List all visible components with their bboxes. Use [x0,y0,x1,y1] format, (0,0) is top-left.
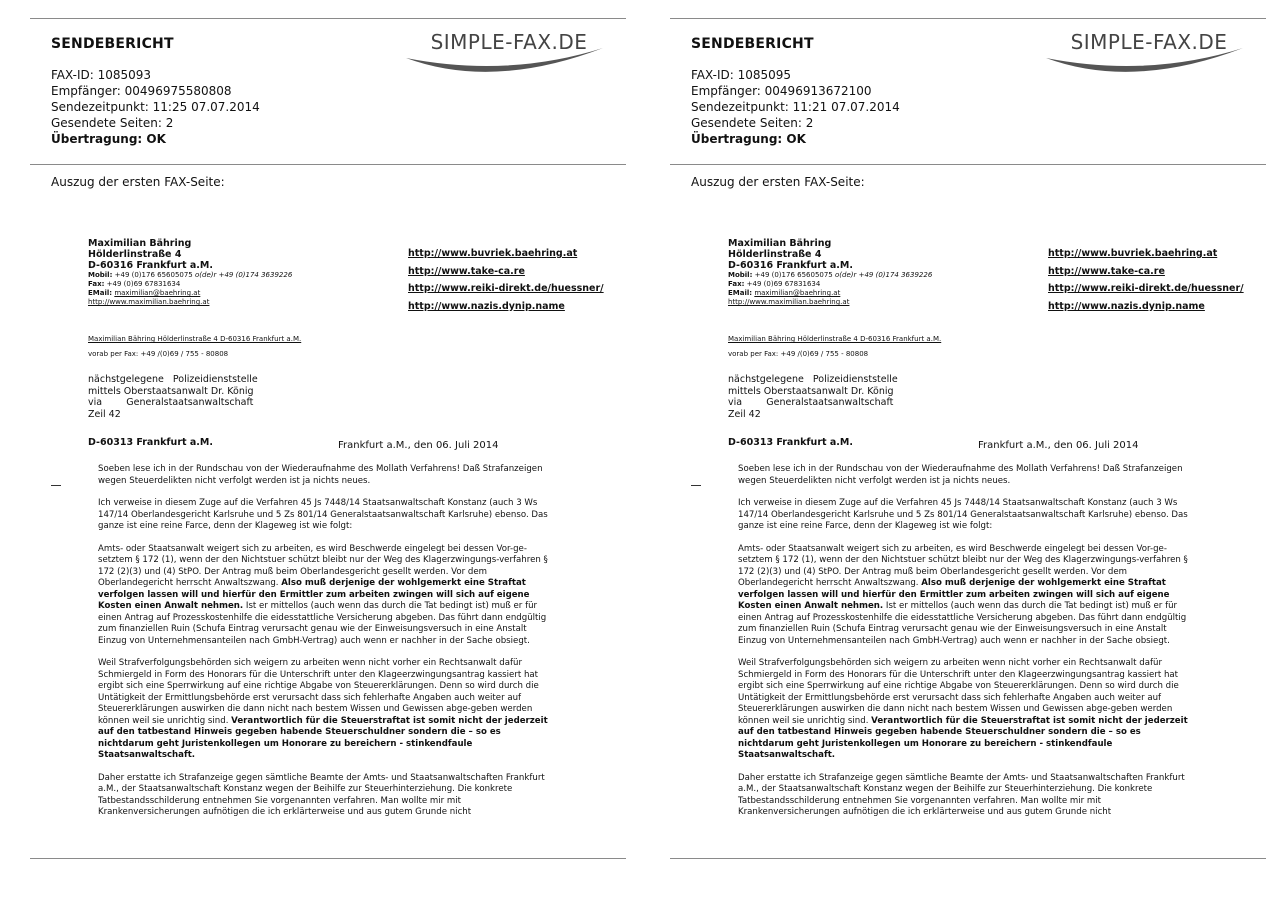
fold-mark [691,485,701,486]
return-address: Maximilian Bähring Hölderlinstraße 4 D-60316 Frankfurt a.M. [88,335,302,343]
sender-city: D-60316 Frankfurt a.M. [88,260,213,271]
top-divider [670,18,1266,19]
letter-recipient: nächstgelegene Polizeidienststelle mittels Oberstaatsanwalt Dr. König via Generalstaatsanwaltschaft Zeil 42 [728,374,898,420]
transmission-report [691,67,900,147]
link-2: http://www.take-ca.re [408,265,525,277]
report-title: SENDEBERICHT [51,36,174,52]
paragraph-4: Weil Strafverfolgungsbehörden sich weigern zu arbeiten wenn nicht vorher ein Rechtsanwalt dafür Schmiergeld in Form des Honorars für die Unterschrift unter den Klageerzwingungsantrag kassiert hat ergibt sich eine Sperrwirkung auf eine richtige Abgabe von Steuererklärungen. Denn so wird durch die Untätigkeit der Ermittlungsbehörde erst verursacht dass sich fehlerhafte Angaben auch weiter auf Steuererklärungen auswirken die dann nicht nach bestem Wissen und Gewissen abge-geben werden können weil sie unrichtig sind. Verantwortlich für die Steuerstraftat ist somit nicht der jederzeit auf den tatbestand Hinweis gegeben habende Steuerschuldner sondern die – so es nichtdarum geht Juristenkollegen um Honorare zu bereichern - stinkendfaule Staatsanwaltschaft. [98,658,548,760]
transmission-status: Übertragung: OK [691,132,806,146]
sender-mobil: Mobil: +49 (0)176 65605075 o(de)r +49 (0)174 3639226 [728,271,933,279]
recipient-city: D-60313 Frankfurt a.M. [88,437,213,448]
transmission-report [51,67,260,147]
paragraph-1: Soeben lese ich in der Rundschau von der Wiederaufnahme des Mollath Verfahrens! Daß Strafanzeigen wegen Steuerdelikten nicht verfolgt werden ist ja nichts neues. [738,464,1183,486]
link-1: http://www.buvriek.baehring.at [408,248,578,259]
link-4: http://www.nazis.dynip.name [408,300,565,312]
sender-city: D-60316 Frankfurt a.M. [728,260,853,271]
vorab-fax: vorab per Fax: +49 /(0)69 / 755 - 80808 [728,350,869,358]
top-divider [30,18,626,19]
sender-website: http://www.maximilian.baehring.at [728,298,850,306]
fax-report-page-2 [660,0,1270,905]
mid-divider [670,164,1266,165]
paragraph-5: Daher erstatte ich Strafanzeige gegen sämtliche Beamte der Amts- und Staatsanwaltschaften Frankfurt a.M., der Staatsanwaltschaft Konstanz wegen der Beihilfe zur Steuerhinterziehung. Die konkrete Tatbestandsschilderung entnehmen Sie vorgenannten verfahren. Man wollte mir mit Krankenversicherungen aufnötigen die ich erklärterweise und aus gutem Grunde nicht [98,772,545,817]
paragraph-2: Ich verweise in diesem Zuge auf die Verfahren 45 Js 7448/14 Staatsanwaltschaft Konstanz (auch 3 Ws 147/14 Oberlandesgericht Karlsruhe und 5 Zs 801/14 Generalstaatsanwaltschaft Karlsruhe) ebenso. Das ganze ist eine reine Farce, denn der Klageweg ist wie folgt: [98,498,548,531]
sender-name: Maximilian Bähring [88,238,192,249]
paragraph-5: Daher erstatte ich Strafanzeige gegen sämtliche Beamte der Amts- und Staatsanwaltschaften Frankfurt a.M., der Staatsanwaltschaft Konstanz wegen der Beihilfe zur Steuerhinterziehung. Die konkrete Tatbestandsschilderung entnehmen Sie vorgenannten verfahren. Man wollte mir mit Krankenversicherungen aufnötigen die ich erklärterweise und aus gutem Grunde nicht [738,772,1185,817]
letter-recipient: nächstgelegene Polizeidienststelle mittels Oberstaatsanwalt Dr. König via Generalstaatsanwaltschaft Zeil 42 [88,374,258,420]
recipient-number: Empfänger: 00496913672100 [691,84,872,98]
pages-sent: Gesendete Seiten: 2 [51,116,174,130]
simple-fax-logo [398,28,620,76]
letter-links [408,245,604,315]
letter-links [1048,245,1244,315]
send-time: Sendezeitpunkt: 11:25 07.07.2014 [51,100,260,114]
excerpt-label: Auszug der ersten FAX-Seite: [51,175,225,189]
send-time: Sendezeitpunkt: 11:21 07.07.2014 [691,100,900,114]
fax-report-page-1 [20,0,630,905]
recipient-number: Empfänger: 00496975580808 [51,84,232,98]
return-address: Maximilian Bähring Hölderlinstraße 4 D-60316 Frankfurt a.M. [728,335,942,343]
link-1: http://www.buvriek.baehring.at [1048,248,1218,259]
link-3: http://www.reiki-direkt.de/huessner/ [408,283,604,294]
sender-mobil: Mobil: +49 (0)176 65605075 o(de)r +49 (0)174 3639226 [88,271,293,279]
vorab-fax: vorab per Fax: +49 /(0)69 / 755 - 80808 [88,350,229,358]
fax-id: FAX-ID: 1085095 [691,68,792,82]
logo-text: SIMPLE-FAX.DE [430,30,588,54]
paragraph-3: Amts- oder Staatsanwalt weigert sich zu arbeiten, es wird Beschwerde eingelegt bei dessen Vor-ge-setztem § 172 (1), wenn der den Nichtstuer schützt bleibt nur der Weg des Klagerzwingungs-verfahren § 172 (2)(3) und (4) StPO. Der Antrag muß beim Oberlandesgericht gesellt werden. Vor dem Oberlandegericht herrscht Anwaltszwang. Also muß derjenige der wohlgemerkt eine Straftat verfolgen lassen will und hierfür den Ermittler zum arbeiten zwingen will sich auf eigene Kosten einen Anwalt nehmen. Ist er mittellos (auch wenn das durch die Tat bedingt ist) muß er für einen Antrag auf Prozesskostenhilfe die eidesstattliche Versicherung abgeben. Das führt dann endgültig zum finanziellen Ruin (Schufa Eintrag verursacht genau wie der Einweisungsversuch in eine Anstalt Einzug von Unternehmensanteilen nach GmbH-Vertrag) auch wenn er nachher in der Sache obsiegt. [98,543,548,646]
bottom-divider [30,858,626,859]
sender-fax: Fax: +49 (0)69 67831634 [728,280,821,288]
recipient-city: D-60313 Frankfurt a.M. [728,437,853,448]
letter-body [98,464,558,830]
sender-name: Maximilian Bähring [728,238,832,249]
sender-email: EMail: maximilian@baehring.at [728,289,841,297]
sender-email: EMail: maximilian@baehring.at [88,289,201,297]
paragraph-3: Amts- oder Staatsanwalt weigert sich zu arbeiten, es wird Beschwerde eingelegt bei dessen Vor-ge-setztem § 172 (1), wenn der den Nichtstuer schützt bleibt nur der Weg des Klagerzwingungs-verfahren § 172 (2)(3) und (4) StPO. Der Antrag muß beim Oberlandesgericht gesellt werden. Vor dem Oberlandegericht herrscht Anwaltszwang. Also muß derjenige der wohlgemerkt eine Straftat verfolgen lassen will und hierfür den Ermittler zum arbeiten zwingen will sich auf eigene Kosten einen Anwalt nehmen. Ist er mittellos (auch wenn das durch die Tat bedingt ist) muß er für einen Antrag auf Prozesskostenhilfe die eidesstattliche Versicherung abgeben. Das führt dann endgültig zum finanziellen Ruin (Schufa Eintrag verursacht genau wie der Einweisungsversuch in eine Anstalt Einzug von Unternehmensanteilen nach GmbH-Vertrag) auch wenn er nachher in der Sache obsiegt. [738,543,1188,646]
excerpt-label: Auszug der ersten FAX-Seite: [691,175,865,189]
simple-fax-logo [1038,28,1260,76]
sender-website: http://www.maximilian.baehring.at [88,298,210,306]
mid-divider [30,164,626,165]
transmission-status: Übertragung: OK [51,132,166,146]
letter-date: Frankfurt a.M., den 06. Juli 2014 [978,440,1139,451]
paragraph-1: Soeben lese ich in der Rundschau von der Wiederaufnahme des Mollath Verfahrens! Daß Strafanzeigen wegen Steuerdelikten nicht verfolgt werden ist ja nichts neues. [98,464,543,486]
sender-fax: Fax: +49 (0)69 67831634 [88,280,181,288]
logo-text: SIMPLE-FAX.DE [1070,30,1228,54]
link-2: http://www.take-ca.re [1048,265,1165,277]
paragraph-4: Weil Strafverfolgungsbehörden sich weigern zu arbeiten wenn nicht vorher ein Rechtsanwalt dafür Schmiergeld in Form des Honorars für die Unterschrift unter den Klageerzwingungsantrag kassiert hat ergibt sich eine Sperrwirkung auf eine richtige Abgabe von Steuererklärungen. Denn so wird durch die Untätigkeit der Ermittlungsbehörde erst verursacht dass sich fehlerhafte Angaben auch weiter auf Steuererklärungen auswirken die dann nicht nach bestem Wissen und Gewissen abge-geben werden können weil sie unrichtig sind. Verantwortlich für die Steuerstraftat ist somit nicht der jederzeit auf den tatbestand Hinweis gegeben habende Steuerschuldner sondern die – so es nichtdarum geht Juristenkollegen um Honorare zu bereichern - stinkendfaule Staatsanwaltschaft. [738,658,1188,760]
letter-body [738,464,1198,830]
pages-sent: Gesendete Seiten: 2 [691,116,814,130]
link-4: http://www.nazis.dynip.name [1048,300,1205,312]
paragraph-2: Ich verweise in diesem Zuge auf die Verfahren 45 Js 7448/14 Staatsanwaltschaft Konstanz (auch 3 Ws 147/14 Oberlandesgericht Karlsruhe und 5 Zs 801/14 Generalstaatsanwaltschaft Karlsruhe) ebenso. Das ganze ist eine reine Farce, denn der Klageweg ist wie folgt: [738,498,1188,531]
sender-street: Hölderlinstraße 4 [88,249,182,260]
fax-id: FAX-ID: 1085093 [51,68,152,82]
fold-mark [51,485,61,486]
link-3: http://www.reiki-direkt.de/huessner/ [1048,283,1244,294]
report-title: SENDEBERICHT [691,36,814,52]
bottom-divider [670,858,1266,859]
sender-street: Hölderlinstraße 4 [728,249,822,260]
letter-date: Frankfurt a.M., den 06. Juli 2014 [338,440,499,451]
